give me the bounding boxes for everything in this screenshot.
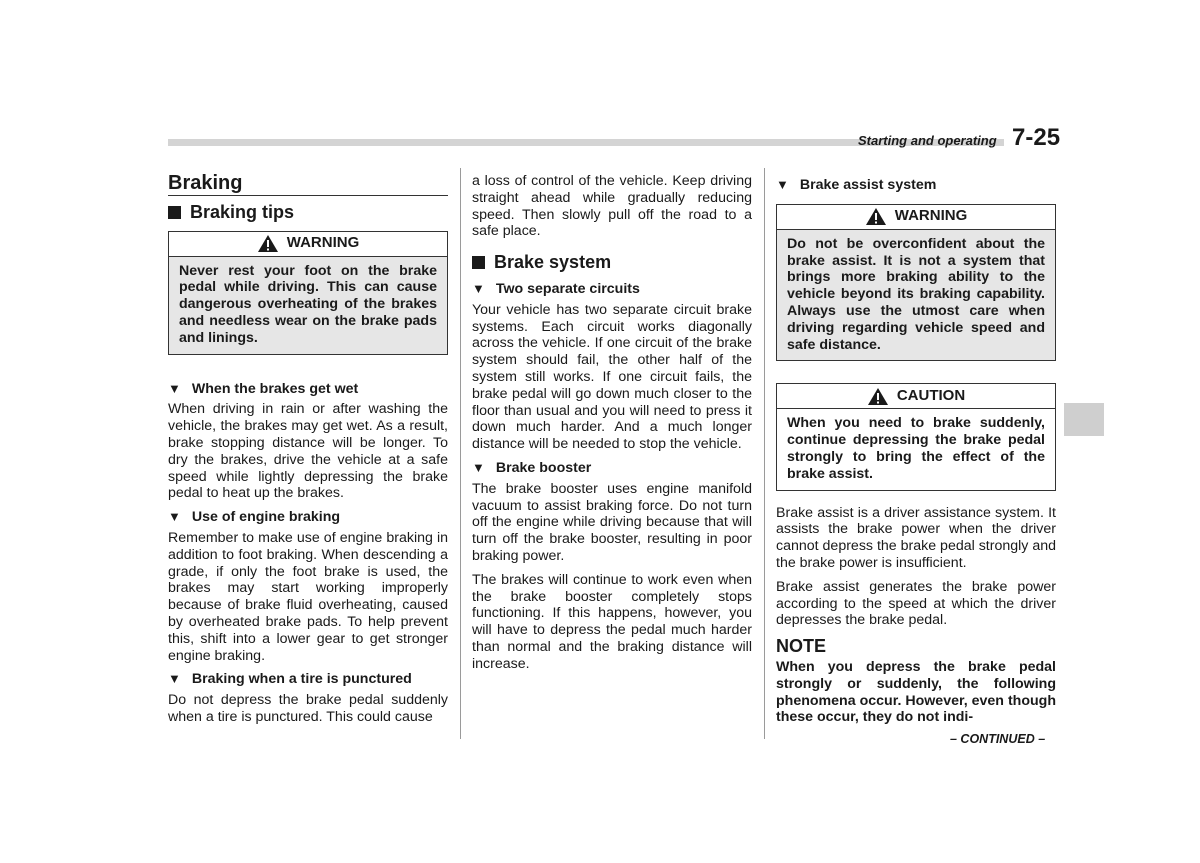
subsection-heading — [168, 201, 448, 222]
column-left — [168, 173, 448, 733]
section-label: Starting and operating — [858, 133, 997, 148]
subsection-heading-text: Braking tips — [190, 201, 295, 222]
column-divider — [460, 168, 461, 739]
warning-triangle-icon — [865, 207, 887, 226]
note-title: NOTE — [776, 636, 827, 657]
note-text: When you depress the brake pedal strongly or suddenly, the following phenomena occur. However, even though these occur, they do not indi- — [776, 658, 1056, 726]
caution-text: When you need to brake suddenly, continue depressing the brake pedal strongly to bring the effect of the brake assist. — [777, 409, 1055, 489]
chapter-side-tab — [1064, 403, 1104, 436]
topic-heading-text: Use of engine braking — [191, 509, 341, 526]
black-square-icon — [168, 206, 181, 219]
black-square-icon — [472, 256, 485, 269]
warning-box — [168, 231, 448, 355]
continued-label: – CONTINUED – — [950, 732, 1046, 746]
topic-heading-text: Two separate circuits — [495, 280, 640, 297]
paragraph: Do not depress the brake pedal suddenly when a tire is punctured. This could cause — [168, 692, 448, 725]
topic-heading — [472, 460, 752, 477]
warning-label: WARNING — [894, 207, 968, 225]
paragraph: Brake assist is a driver assistance system. It assists the brake power when the driver cannot depress the brake pedal strongly and the brake power is insufficient. — [776, 504, 1056, 571]
topic-heading-text: Braking when a tire is punctured — [191, 671, 412, 688]
warning-text: Do not be overconfident about the brake assist. It is not a system that brings more braking ability to the vehicle beyond its braking capability. Always use the utmost care when driving regarding vehicle speed and safe distance. — [777, 230, 1055, 361]
down-triangle-icon: ▼ — [168, 671, 181, 687]
topic-heading — [168, 671, 448, 688]
paragraph: Remember to make use of engine braking in addition to foot braking. When descending a grade, if only the foot brake is used, the brakes may start working improperly because of brake fluid overheating, caused by overheated brake pads. To help prevent this, shift into a lower gear to get stronger engine braking. — [168, 529, 448, 664]
down-triangle-icon: ▼ — [168, 380, 181, 396]
warning-text: Never rest your foot on the brake pedal while driving. This can cause dangerous overheating of the brakes and needless wear on the brake pads and linings. — [169, 257, 447, 354]
paragraph: Brake assist generates the brake power according to the speed at which the driver depresses the brake pedal. — [776, 578, 1056, 629]
paragraph: Your vehicle has two separate circuit brake systems. Each circuit works diagonally across the vehicle. If one circuit of the brake system should fail, the other half of the system still works. If one circuit fails, the brake pedal will go down much closer to the floor than usual and you will need to press it down much harder. And a much longer distance will be needed to stop the vehicle. — [472, 301, 752, 453]
topic-heading — [472, 281, 752, 298]
paragraph: a loss of control of the vehicle. Keep driving straight ahead while gradually reducing speed. Then slowly pull off the road to a safe place. — [472, 173, 752, 240]
down-triangle-icon: ▼ — [776, 177, 789, 192]
warning-header — [169, 232, 447, 257]
section-title: Braking — [168, 175, 448, 196]
down-triangle-icon: ▼ — [472, 459, 485, 475]
caution-label: CAUTION — [896, 386, 966, 404]
topic-heading — [168, 509, 448, 526]
page-number: 7-25 — [1012, 124, 1061, 151]
warning-label: WARNING — [286, 234, 360, 252]
caution-header — [777, 384, 1055, 409]
topic-heading — [776, 177, 1056, 194]
paragraph: When driving in rain or after washing the vehicle, the brakes may get wet. As a result, brake stopping distance will be longer. To dry the brakes, drive the vehicle at a safe speed while lightly depressing the brake pedal to heat up the brakes. — [168, 401, 448, 502]
down-triangle-icon: ▼ — [168, 509, 181, 525]
topic-heading — [168, 381, 448, 398]
warning-triangle-icon — [867, 387, 889, 406]
paragraph: The brake booster uses engine manifold vacuum to assist braking force. Do not turn off the engine while driving because that will turn off the brake booster, resulting in poor braking power. — [472, 480, 752, 564]
topic-heading-text: When the brakes get wet — [191, 380, 359, 397]
down-triangle-icon: ▼ — [472, 280, 485, 296]
warning-header — [777, 205, 1055, 230]
caution-box — [776, 383, 1056, 490]
subsection-heading-text: Brake system — [494, 252, 612, 273]
topic-heading-text: Brake assist system — [799, 177, 937, 193]
warning-box — [776, 204, 1056, 362]
column-middle — [472, 173, 752, 680]
topic-heading-text: Brake booster — [495, 459, 592, 476]
subsection-heading — [472, 254, 752, 271]
warning-triangle-icon — [257, 234, 279, 253]
paragraph: The brakes will continue to work even when the brake booster completely stops functioning. If this happens, however, you will have to depress the pedal much harder than normal and the braking distance will increase. — [472, 571, 752, 672]
column-divider — [764, 168, 765, 739]
column-right — [776, 173, 1056, 733]
